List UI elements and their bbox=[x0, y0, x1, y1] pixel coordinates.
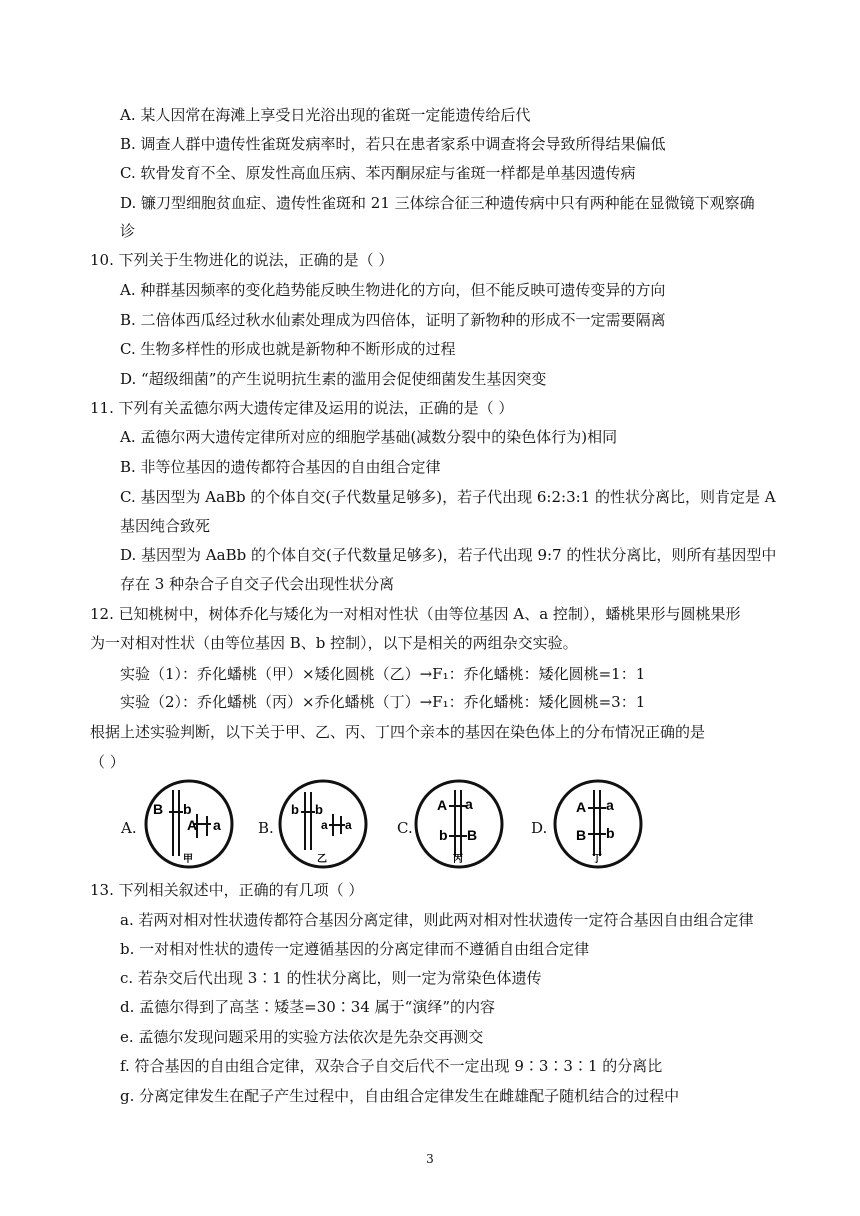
cell-caption: 甲 bbox=[183, 854, 193, 865]
gene-label: A bbox=[187, 817, 198, 833]
page-number: 3 bbox=[426, 1152, 434, 1166]
cell-caption: 乙 bbox=[317, 854, 327, 865]
q13-item-f: f. 符合基因的自由组合定律，双杂合子自交后代不一定出现 9∶3∶3∶1 的分离比 bbox=[120, 1057, 663, 1075]
q10-stem: 10. 下列关于生物进化的说法，正确的是（ ） bbox=[90, 251, 394, 269]
q13-item-a: a. 若两对相对性状遗传都符合基因分离定律，则此两对相对性状遗传一定符合基因自由组合定律 bbox=[120, 911, 754, 929]
q12-experiment-1: 实验（1）：乔化蟠桃（甲）×矮化圆桃（乙）→F₁：乔化蟠桃：矮化圆桃=1：1 bbox=[120, 665, 646, 683]
figure-a-cell bbox=[143, 778, 235, 870]
gene-label: B bbox=[153, 801, 164, 817]
q13-item-c: c. 若杂交后代出现 3∶1 的性状分离比，则一定为常染色体遗传 bbox=[120, 969, 542, 987]
gene-label: a bbox=[213, 817, 221, 833]
gene-label: b bbox=[183, 801, 192, 817]
figure-c-cell bbox=[413, 778, 505, 870]
figure-d-label: D. bbox=[531, 819, 548, 837]
gene-label: a bbox=[606, 797, 614, 813]
q13-item-b: b. 一对相对性状的遗传一定遵循基因的分离定律而不遵循自由组合定律 bbox=[120, 940, 590, 958]
figure-d-cell bbox=[552, 778, 644, 870]
gene-label: B bbox=[576, 827, 587, 843]
q9-option-d: D. 镰刀型细胞贫血症、遗传性雀斑和 21 三体综合征三种遗传病中只有两种能在显微镜下观察确 bbox=[120, 194, 755, 212]
q9-option-b: B. 调查人群中遗传性雀斑发病率时，若只在患者家系中调查将会导致所得结果偏低 bbox=[120, 135, 666, 153]
gene-label: a bbox=[345, 818, 352, 832]
gene-label: a bbox=[321, 818, 328, 832]
gene-label: b bbox=[291, 802, 299, 817]
figure-c-label: C. bbox=[397, 819, 413, 837]
q12-judge: 根据上述实验判断，以下关于甲、乙、丙、丁四个亲本的基因在染色体上的分布情况正确的是 bbox=[90, 723, 706, 741]
q11-option-c-cont: 基因纯合致死 bbox=[120, 517, 211, 535]
figure-a-label: A. bbox=[121, 819, 137, 837]
gene-label: A bbox=[576, 799, 587, 815]
cell-caption: 丁 bbox=[592, 854, 602, 865]
q10-option-a: A. 种群基因频率的变化趋势能反映生物进化的方向，但不能反映可遗传变异的方向 bbox=[120, 281, 666, 299]
q11-option-c: C. 基因型为 AaBb 的个体自交(子代数量足够多)，若子代出现 6:2:3:1 的性状分离比，则肯定是 A bbox=[120, 488, 776, 506]
q11-option-b: B. 非等位基因的遗传都符合基因的自由组合定律 bbox=[120, 458, 441, 476]
figure-b-label: B. bbox=[258, 819, 274, 837]
q13-item-e: e. 孟德尔发现问题采用的实验方法依次是先杂交再测交 bbox=[120, 1028, 484, 1046]
gene-label: b bbox=[606, 825, 615, 841]
q11-option-d-cont: 存在 3 种杂合子自交子代会出现性状分离 bbox=[120, 575, 395, 593]
q12-answer-paren: （ ） bbox=[90, 753, 125, 771]
q12-stem-line2: 为一对相对性状（由等位基因 B、b 控制），以下是相关的两组杂交实验。 bbox=[90, 634, 578, 652]
q10-option-c: C. 生物多样性的形成也就是新物种不断形成的过程 bbox=[120, 340, 456, 358]
gene-label: a bbox=[465, 796, 473, 812]
figure-b-cell bbox=[277, 778, 369, 870]
q11-option-d: D. 基因型为 AaBb 的个体自交(子代数量足够多)，若子代出现 9:7 的性状分离比，则所有基因型中 bbox=[120, 546, 777, 564]
q11-stem: 11. 下列有关孟德尔两大遗传定律及运用的说法，正确的是（ ） bbox=[90, 399, 514, 417]
gene-label: b bbox=[439, 827, 448, 843]
q9-option-d-cont: 诊 bbox=[120, 222, 136, 240]
gene-label: B bbox=[467, 827, 478, 843]
q12-stem-line1: 12. 已知桃树中，树体乔化与矮化为一对相对性状（由等位基因 A、a 控制），蟠桃果形与圆桃果形 bbox=[90, 605, 741, 623]
gene-label: A bbox=[437, 797, 448, 813]
q13-item-g: g. 分离定律发生在配子产生过程中，自由组合定律发生在雌雄配子随机结合的过程中 bbox=[120, 1087, 680, 1105]
q12-experiment-2: 实验（2）：乔化蟠桃（丙）×乔化蟠桃（丁）→F₁：乔化蟠桃：矮化圆桃=3：1 bbox=[120, 693, 646, 711]
q10-option-d: D. “超级细菌”的产生说明抗生素的滥用会促使细菌发生基因突变 bbox=[120, 370, 547, 388]
q13-stem: 13. 下列相关叙述中，正确的有几项（ ） bbox=[90, 881, 364, 899]
q11-option-a: A. 孟德尔两大遗传定律所对应的细胞学基础(减数分裂中的染色体行为)相同 bbox=[120, 428, 618, 446]
q10-option-b: B. 二倍体西瓜经过秋水仙素处理成为四倍体，证明了新物种的形成不一定需要隔离 bbox=[120, 311, 666, 329]
q9-option-c: C. 软骨发育不全、原发性高血压病、苯丙酮尿症与雀斑一样都是单基因遗传病 bbox=[120, 164, 636, 182]
gene-label: b bbox=[315, 802, 323, 817]
q9-option-a: A. 某人因常在海滩上享受日光浴出现的雀斑一定能遗传给后代 bbox=[120, 106, 531, 124]
q13-item-d: d. 孟德尔得到了高茎∶矮茎=30∶34 属于“演绎”的内容 bbox=[120, 998, 495, 1016]
cell-caption: 丙 bbox=[453, 854, 463, 865]
